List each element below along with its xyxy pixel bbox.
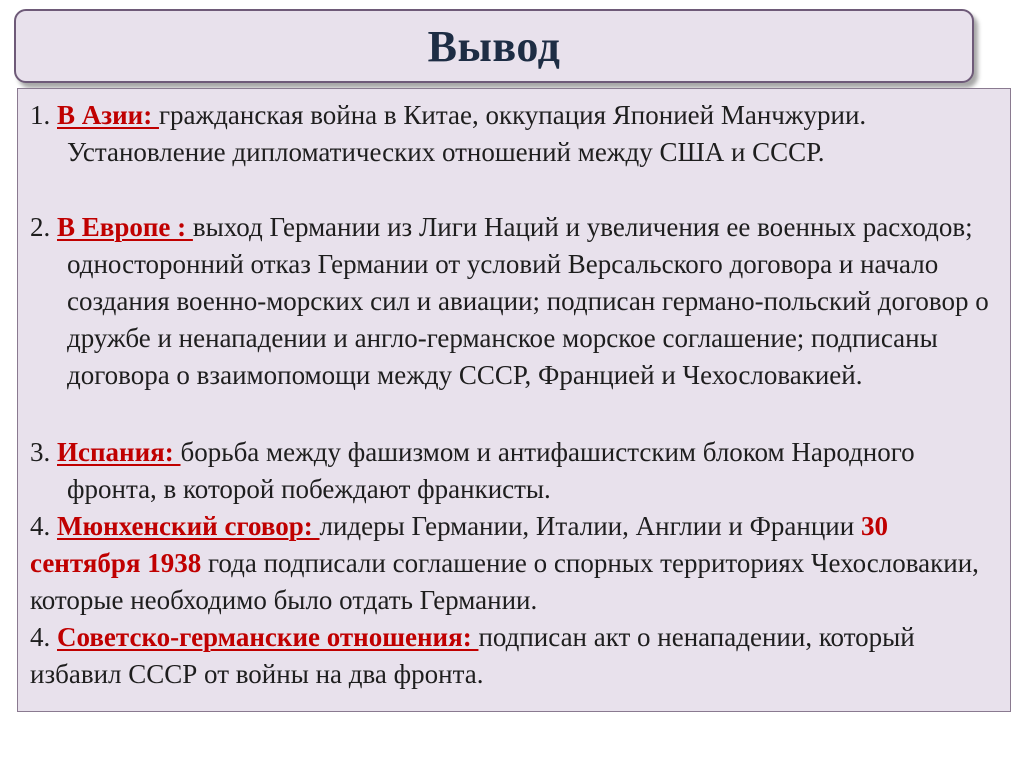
item-number: 1. (30, 100, 51, 130)
item-heading-munich: Мюнхенский сговор: (57, 511, 320, 541)
item-text-munich-after: года подписали соглашение о спорных территориях Чехословакии, которые необходимо было отдать Германии. (30, 548, 979, 615)
item-text-munich: лидеры Германии, Италии, Англии и Франции (319, 511, 855, 541)
item-heading-spain: Испания: (57, 437, 181, 467)
item-heading-asia: В Азии: (57, 100, 159, 130)
conclusion-item-asia (30, 97, 1004, 171)
item-number: 2. (30, 212, 51, 242)
munich-date: 30 сентября 1938 (30, 511, 888, 578)
item-number: 3. (30, 437, 51, 467)
title-banner (14, 9, 974, 83)
item-heading-soviet-german: Советско-германские отношения: (57, 622, 479, 652)
content-panel (17, 88, 1011, 712)
conclusion-item-munich (30, 508, 1004, 619)
conclusion-item-soviet-german (30, 619, 1004, 693)
item-text-spain: борьба между фашизмом и антифашистским блоком Народного фронта, в которой побеждают франкисты. (67, 437, 915, 504)
item-number: 4. (30, 622, 51, 652)
conclusion-item-europe (30, 209, 1004, 394)
conclusion-item-spain (30, 434, 1004, 508)
slide-title: Вывод (427, 21, 561, 71)
item-text-europe: выход Германии из Лиги Наций и увеличения ее военных расходов; односторонний отказ Германии от условий Версальского договора и начало создания военно-морских сил и авиации; подписан германо-польский договор о дружбе и ненападении и англо-германское морское соглашение; подписаны договора о взаимопомощи между СССР, Францией и Чехословакией. (67, 212, 989, 390)
item-text-soviet-german: подписан акт о ненападении, который избавил СССР от войны на два фронта. (30, 622, 915, 689)
item-heading-europe: В Европе : (57, 212, 193, 242)
item-text-asia: гражданская война в Китае, оккупация Японией Манчжурии. Установление дипломатических отношений между США и СССР. (67, 100, 867, 167)
item-number: 4. (30, 511, 51, 541)
